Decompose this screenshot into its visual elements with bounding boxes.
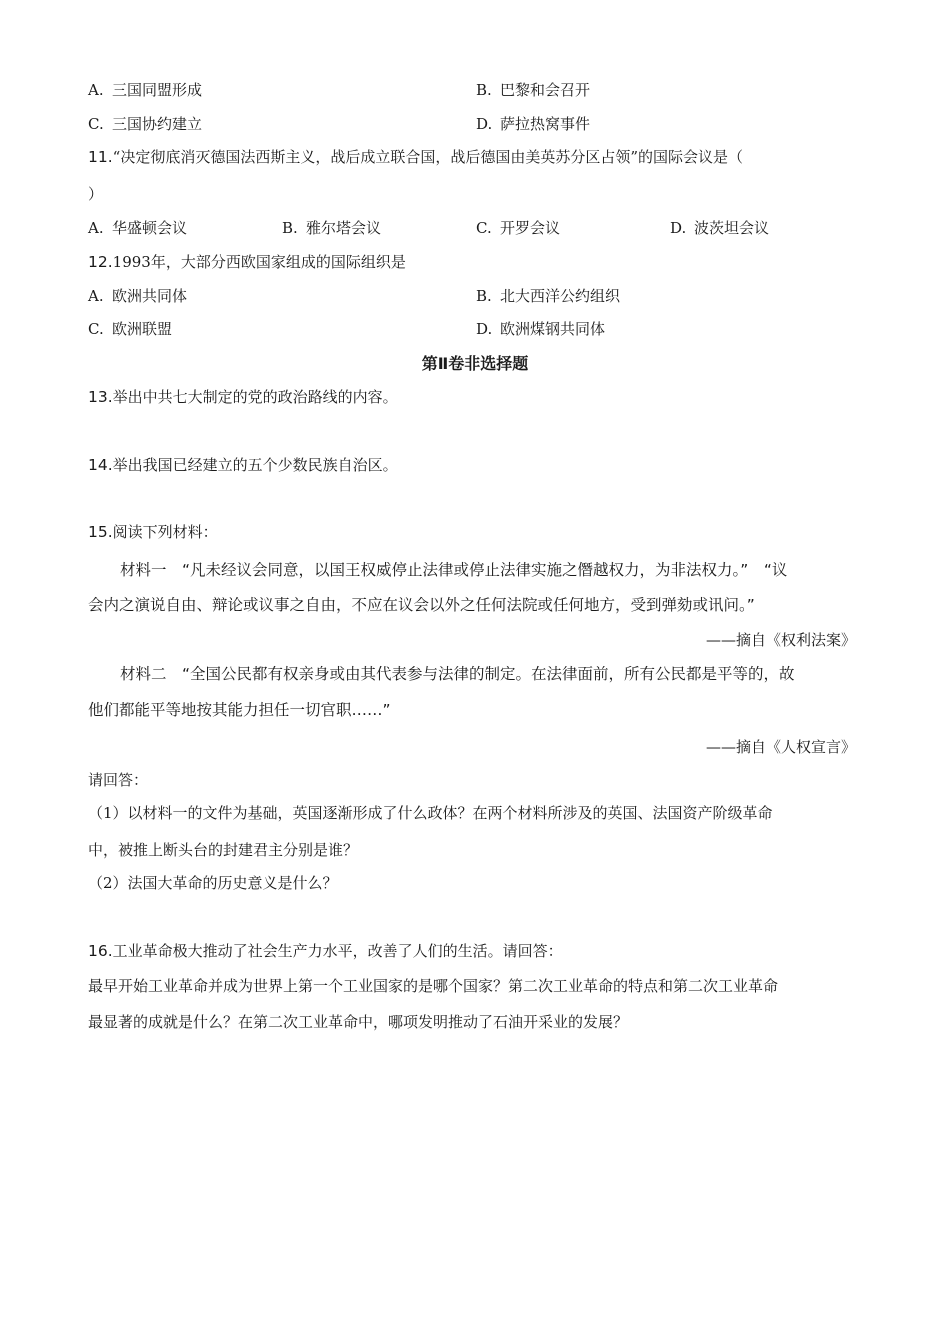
option-letter: A. [88,287,104,305]
question-text: 举出中共七大制定的党的政治路线的内容。 [112,388,398,406]
question-number: 14. [88,456,113,474]
material-2-line-1: 材料二 “全国公民都有权亲身或由其代表参与法律的制定。在法律面前，所有公民都是平等的，故 [120,665,795,683]
option-letter: D. [476,115,493,133]
option-text: 雅尔塔会议 [306,219,382,237]
q11-option-b[interactable] [282,218,381,238]
question-number: 12. [88,253,113,271]
q12-option-c[interactable] [88,319,172,339]
option-text: 欧洲共同体 [112,287,188,305]
option-text: 萨拉热窝事件 [500,115,591,133]
q16-body-line-2: 最显著的成就是什么？在第二次工业革命中，哪项发明推动了石油开采业的发展？ [88,1013,629,1031]
option-letter: D. [476,320,493,338]
option-text: 欧洲煤钢共同体 [500,320,606,338]
material-2-line-2: 他们都能平等地按其能力担任一切官职……” [88,701,391,719]
question-number: 13. [88,388,113,406]
question-number: 15. [88,523,113,541]
q11-option-a[interactable] [88,218,187,238]
material-1-source: ——摘自《权利法案》 [705,631,856,649]
question-number: 11. [88,148,113,166]
q15-sub1-line-2: 中，被推上断头台的封建君主分别是谁？ [88,841,359,859]
option-text: 华盛顿会议 [112,219,188,237]
q15-intro [88,522,218,542]
q12-option-a[interactable] [88,286,187,306]
material-1-line-1: 材料一 “凡未经议会同意，以国王权威停止法律或停止法律实施之僭越权力，为非法权力。” “议 [120,561,788,579]
q11-stem [88,147,743,167]
q12-option-d[interactable] [476,319,605,339]
q13 [88,387,398,407]
option-text: 欧洲联盟 [112,320,173,338]
q15-sub1-line-1: （1）以材料一的文件为基础，英国逐渐形成了什么政体？在两个材料所涉及的英国、法国资产阶级革命 [88,804,773,822]
question-text: 工业革命极大推动了社会生产力水平，改善了人们的生活。请回答： [112,942,563,960]
question-text: 1993年，大部分西欧国家组成的国际组织是 [112,253,406,271]
section-title: 第Ⅱ卷非选择题 [421,354,529,373]
q10-option-d[interactable] [476,114,590,134]
q16-body-line-1: 最早开始工业革命并成为世界上第一个工业国家的是哪个国家？第二次工业革命的特点和第二次工业革命 [88,977,779,995]
q16-stem [88,941,563,961]
question-text: “决定彻底消灭德国法西斯主义，战后成立联合国，战后德国由美英苏分区占领”的国际会议是（ [112,148,743,166]
question-text: 阅读下列材料： [112,523,218,541]
q14 [88,455,398,475]
option-text: 波茨坦会议 [694,219,770,237]
option-letter: B. [476,287,492,305]
option-letter: A. [88,81,104,99]
option-letter: B. [282,219,298,237]
question-text: 举出我国已经建立的五个少数民族自治区。 [112,456,398,474]
q12-option-b[interactable] [476,286,620,306]
material-2-source: ——摘自《人权宣言》 [705,738,856,756]
option-text: 巴黎和会召开 [500,81,591,99]
q11-option-c[interactable] [476,218,560,238]
q15-ask: 请回答： [88,771,149,789]
option-letter: C. [88,320,104,338]
option-letter: C. [88,115,104,133]
q11-option-d[interactable] [670,218,769,238]
q11-stem-continued: ） [88,185,104,203]
option-text: 三国同盟形成 [112,81,203,99]
option-text: 开罗会议 [500,219,561,237]
q10-option-c[interactable] [88,114,202,134]
option-text: 北大西洋公约组织 [500,287,621,305]
option-letter: C. [476,219,492,237]
q15-sub2: （2）法国大革命的历史意义是什么？ [88,874,338,892]
material-1-line-2: 会内之演说自由、辩论或议事之自由，不应在议会以外之任何法院或任何地方，受到弹劾或讯问。” [88,596,755,614]
question-number: 16. [88,942,113,960]
option-letter: A. [88,219,104,237]
q10-option-b[interactable] [476,80,590,100]
option-letter: D. [670,219,687,237]
option-text: 三国协约建立 [112,115,203,133]
q10-option-a[interactable] [88,80,202,100]
q12-stem [88,252,406,272]
option-letter: B. [476,81,492,99]
